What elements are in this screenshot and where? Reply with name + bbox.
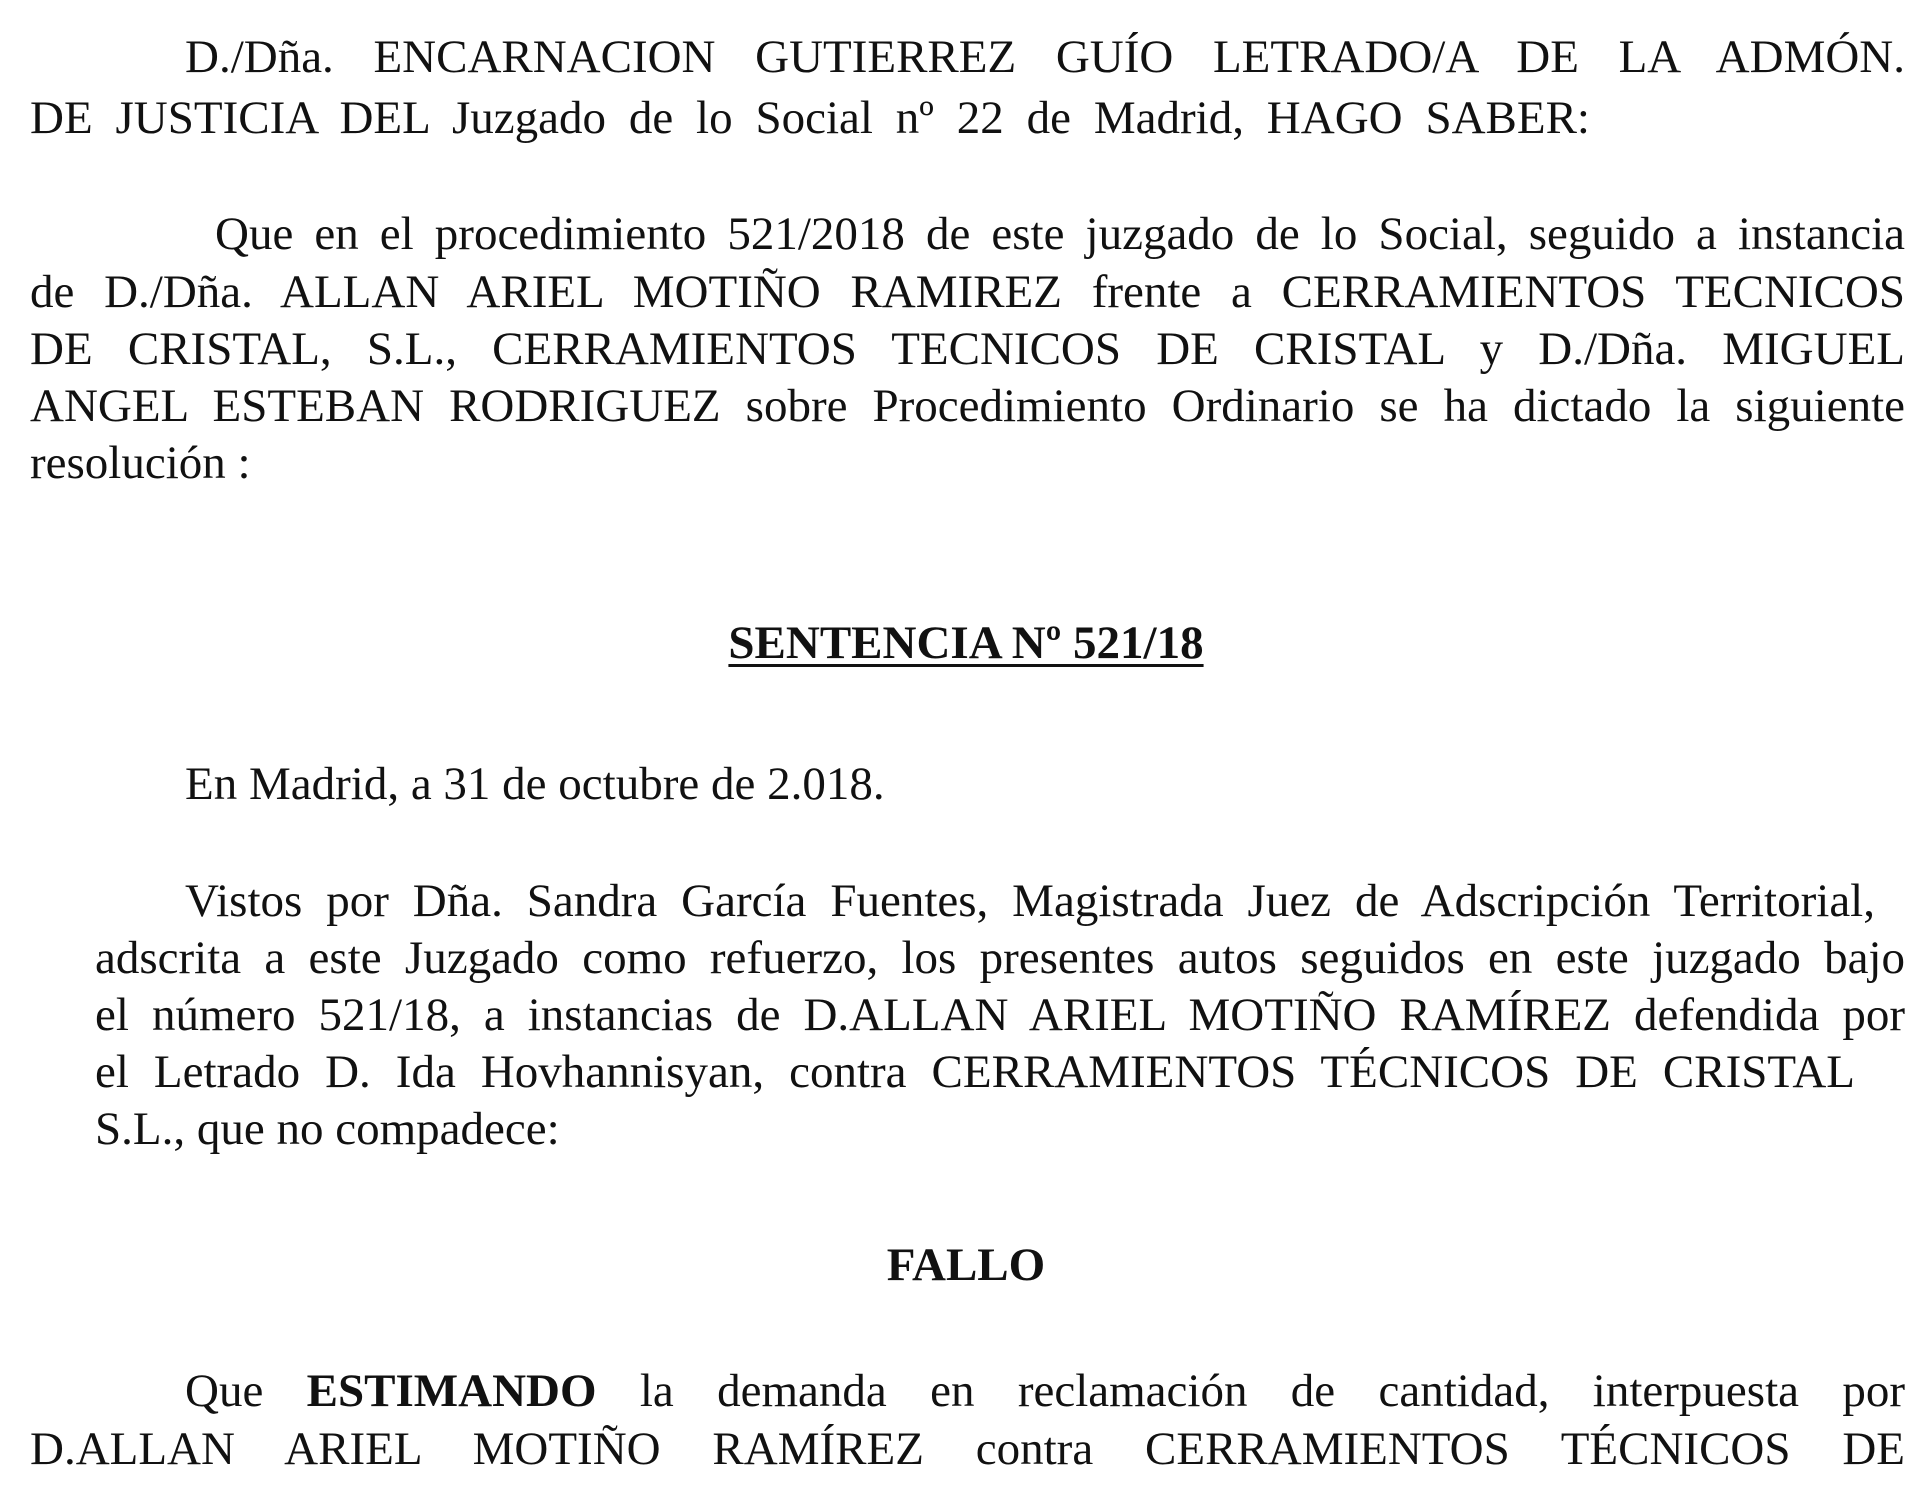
vistos-line-2: adscrita a este Juzgado como refuerzo, los presentes autos seguidos en este juzgado bajo	[95, 932, 1905, 984]
intro-line-3: DE CRISTAL, S.L., CERRAMIENTOS TECNICOS DE CRISTAL y D./Dña. MIGUEL	[30, 323, 1905, 375]
vistos-line-3: el número 521/18, a instancias de D.ALLAN ARIEL MOTIÑO RAMÍREZ defendida por	[95, 989, 1905, 1041]
intro-line-5: resolución :	[30, 437, 251, 489]
intro-line-4: ANGEL ESTEBAN RODRIGUEZ sobre Procedimiento Ordinario se ha dictado la siguiente	[30, 380, 1905, 432]
place-date: En Madrid, a 31 de octubre de 2.018.	[185, 758, 885, 810]
fallo-line-2: D.ALLAN ARIEL MOTIÑO RAMÍREZ contra CERRAMIENTOS TÉCNICOS DE	[30, 1423, 1905, 1475]
header-line-1: D./Dña. ENCARNACION GUTIERREZ GUÍO LETRADO/A DE LA ADMÓN.	[185, 31, 1905, 83]
header-line-2: DE JUSTICIA DEL Juzgado de lo Social nº 22 de Madrid, HAGO SABER:	[30, 92, 1590, 144]
fallo-line-1-end: la demanda en reclamación de cantidad, interpuesta por	[596, 1365, 1905, 1417]
vistos-line-4: el Letrado D. Ida Hovhannisyan, contra CERRAMIENTOS TÉCNICOS DE CRISTAL	[95, 1046, 1855, 1098]
fallo-line-1	[185, 1362, 1905, 1420]
fallo-estimando: ESTIMANDO	[306, 1365, 597, 1417]
fallo-line-1-start: Que	[185, 1365, 307, 1417]
fallo-title: FALLO	[886, 1239, 1046, 1291]
intro-line-1: Que en el procedimiento 521/2018 de este juzgado de lo Social, seguido a instancia	[215, 208, 1905, 260]
sentencia-title: SENTENCIA Nº 521/18	[728, 617, 1204, 669]
vistos-line-1: Vistos por Dña. Sandra García Fuentes, Magistrada Juez de Adscripción Territorial,	[185, 875, 1875, 927]
vistos-line-5: S.L., que no compadece:	[95, 1103, 560, 1155]
intro-line-2: de D./Dña. ALLAN ARIEL MOTIÑO RAMIREZ frente a CERRAMIENTOS TECNICOS	[30, 266, 1905, 318]
